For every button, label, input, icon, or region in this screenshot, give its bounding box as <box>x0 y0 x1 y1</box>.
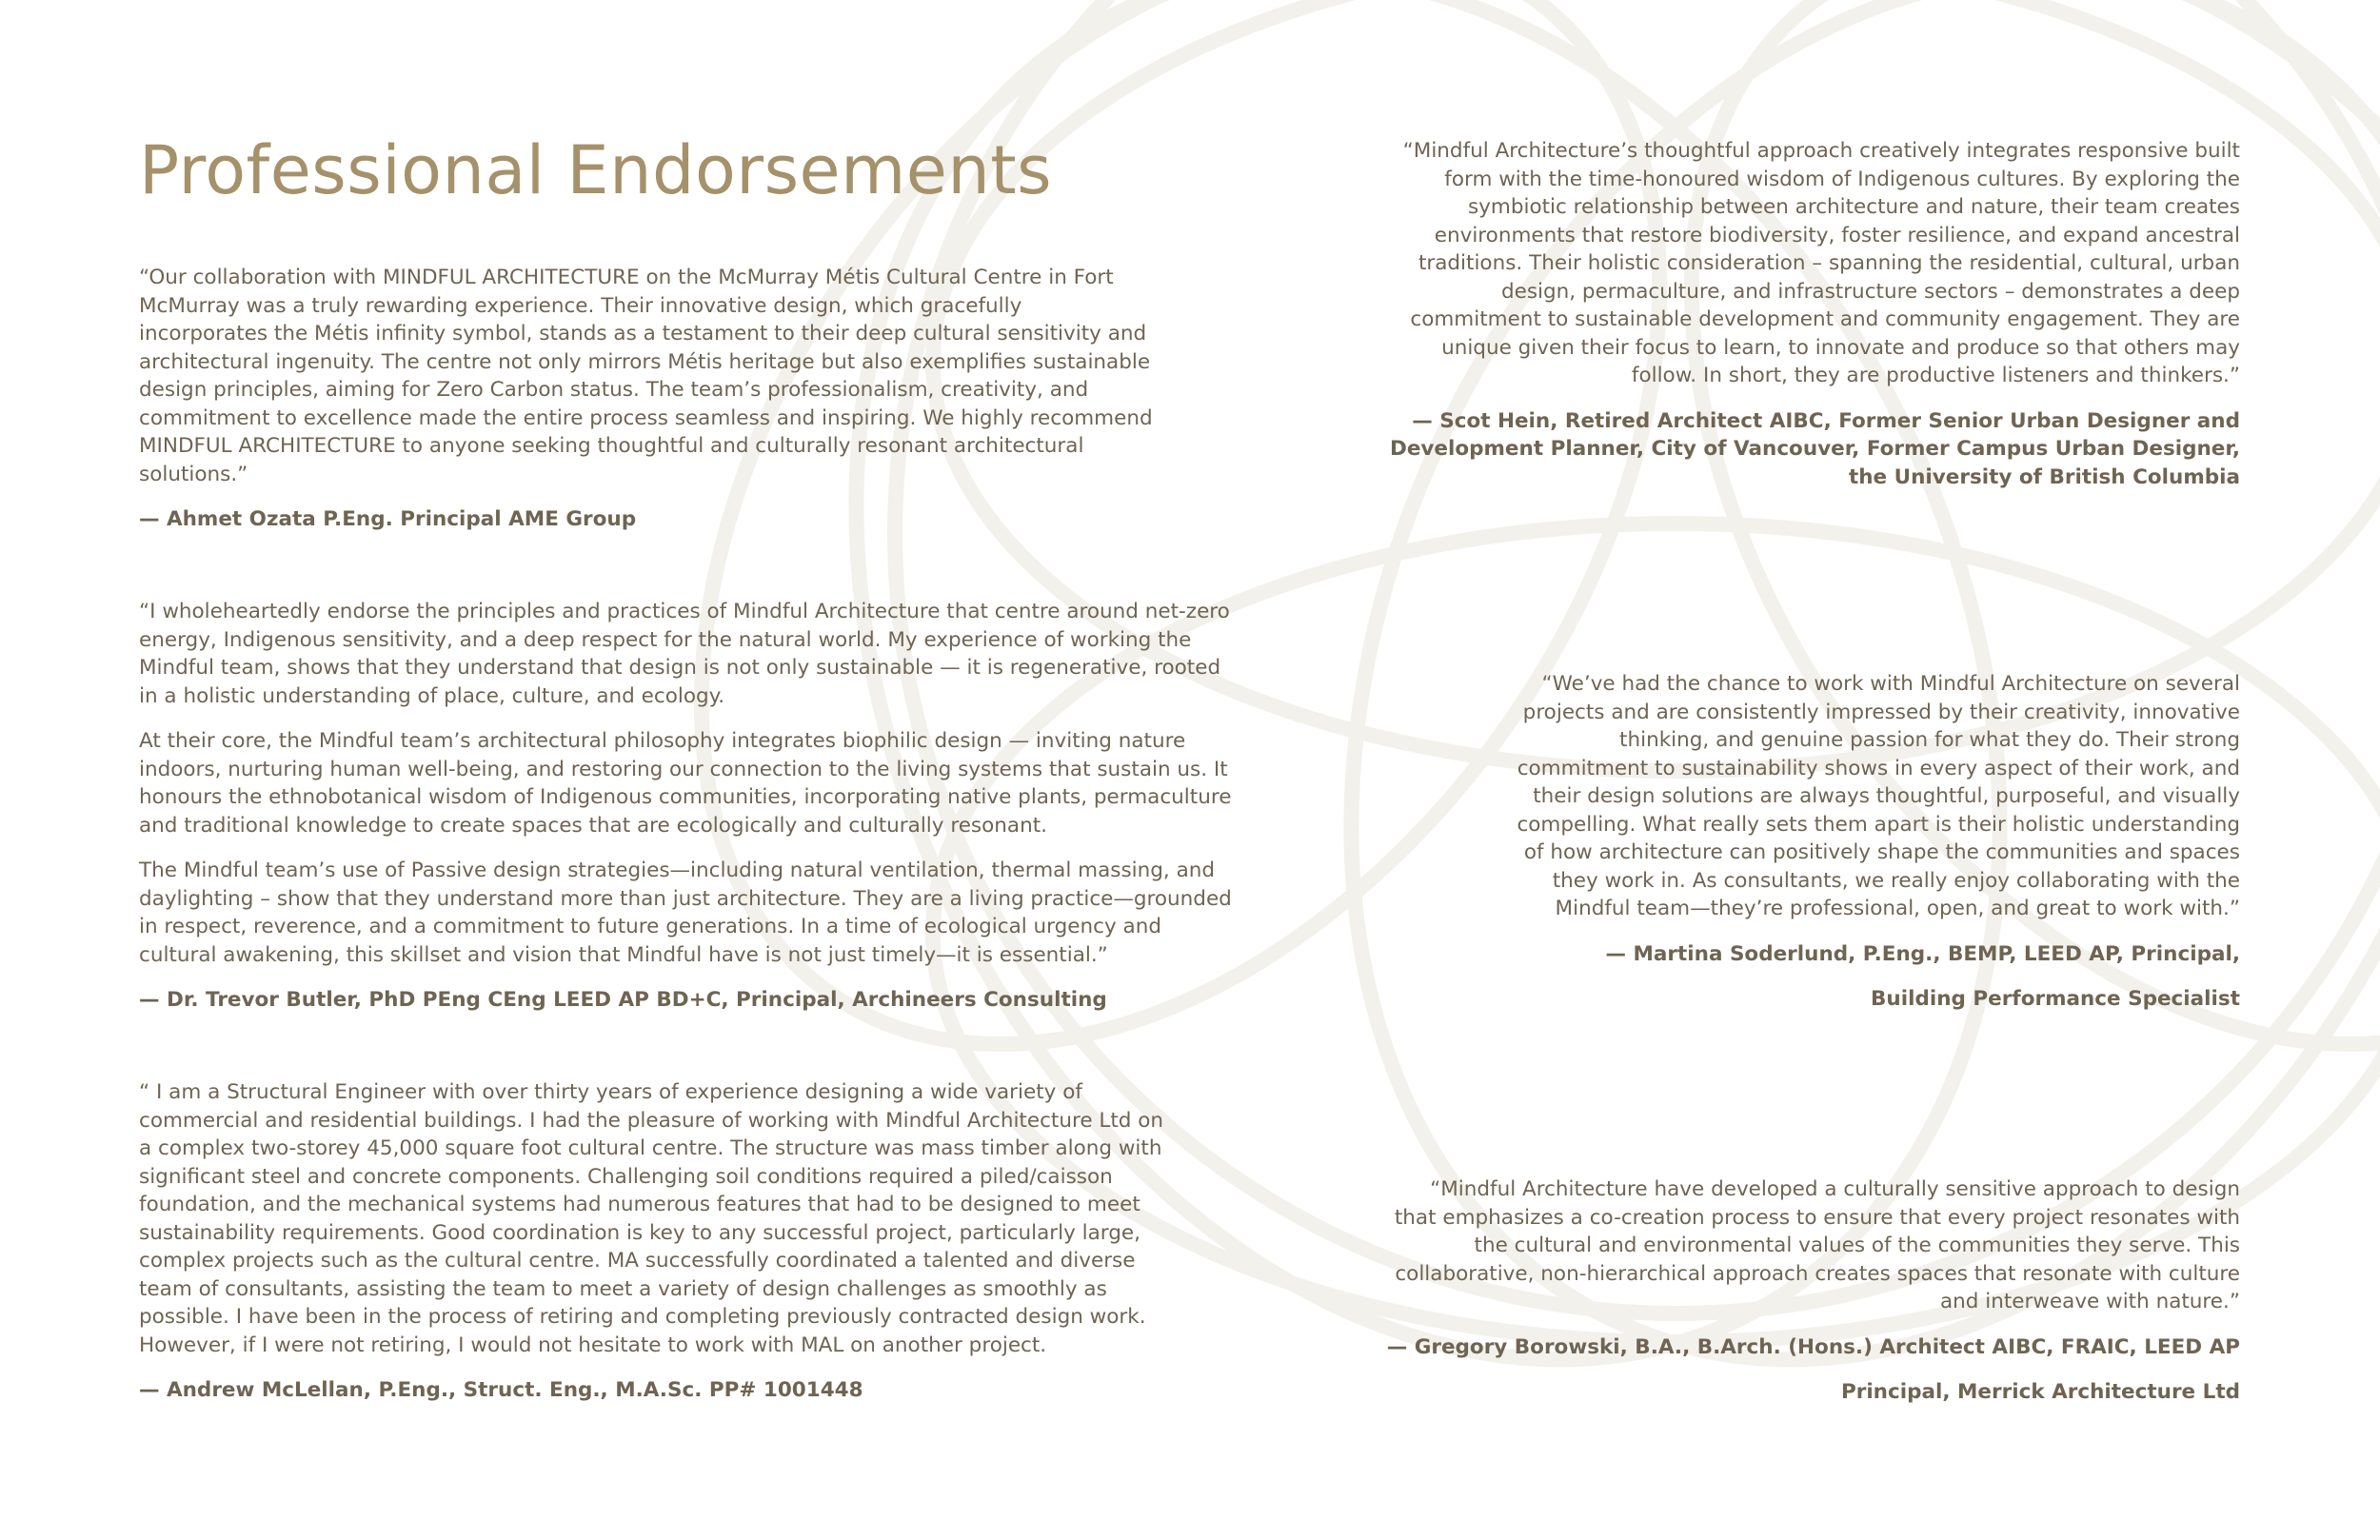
endorsement-attribution: — Ahmet Ozata P.Eng. Principal AME Group <box>139 507 637 531</box>
endorsement-attribution: — Andrew McLellan, P.Eng., Struct. Eng., M.A.Sc. PP# 1001448 <box>139 1378 863 1402</box>
endorsement-quote: “We’ve had the chance to work with Mindful Architecture on several projects and are consistently impressed by their creativity, innovative thinking, and genuine passion for what they do. Their strong commitment to sustainability shows in every aspect of their work, and their design solutions are always thoughtful, purposeful, and visually compelling. What really sets them apart is their holistic understanding of how architecture can positively shape the communities and spaces they work in. As consultants, we really enjoy collaborating with the Mindful team—they’re professional, open, and great to work with.” <box>1517 672 2240 920</box>
endorsement-ozata <box>139 264 1153 534</box>
endorsement-quote: “Mindful Architecture’s thoughtful approach creatively integrates responsive built form with the time-honoured wisdom of Indigenous cultures. By exploring the symbiotic relationship between architecture and nature, their team creates environments that restore biodiversity, foster resilience, and expand ancestral traditions. Their holistic consideration – spanning the residential, cultural, urban design, permaculture, and infrastructure sectors – demonstrates a deep commitment to sustainable development and community engagement. They are unique given their focus to learn, to innovate and produce so that others may follow. In short, they are productive listeners and thinkers.” <box>1402 139 2240 387</box>
endorsement-paragraph: The Mindful team’s use of Passive design strategies—including natural ventilation, thermal massing, and daylighting – show that they understand more than just architecture. They are a living practice—grounded in respect, reverence, and a commitment to future generations. In a time of ecological urgency and cultural awakening, this skillset and vision that Mindful have is not just timely—it is essential.” <box>139 859 1232 967</box>
endorsement-paragraph: “I wholeheartedly endorse the principles and practices of Mindful Architecture that centre around net-zero energy, Indigenous sensitivity, and a deep respect for the natural world. My experience of working the Mindful team, shows that they understand that design is not only sustainable — it is regenerative, rooted in a holistic understanding of place, culture, and ecology. <box>139 600 1230 708</box>
endorsement-attribution-role: Principal, Merrick Architecture Ltd <box>1840 1380 2240 1404</box>
endorsement-attribution: — Gregory Borowski, B.A., B.Arch. (Hons.) Architect AIBC, FRAIC, LEED AP <box>1386 1334 2240 1359</box>
endorsement-borowski <box>1383 1175 2240 1407</box>
endorsement-quote: “ I am a Structural Engineer with over thirty years of experience designing a wide variety of commercial and residential buildings. I had the pleasure of working with Mindful Architecture Ltd on a complex two-storey 45,000 square foot cultural centre. The structure was mass timber along with significant steel and concrete components. Challenging soil conditions required a piled/caisson foundation, and the mechanical systems had numerous features that had to be designed to meet sustainability requirements. Good coordination is key to any successful project, particularly large, complex projects such as the cultural centre. MA successfully coordinated a talented and diverse team of consultants, assisting the team to meet a variety of design challenges as smoothly as possible. I have been in the process of retiring and completing previously contracted design work. However, if I were not retiring, I would not hesitate to work with MAL on another project. <box>139 1080 1164 1357</box>
endorsement-hein <box>1378 137 2240 491</box>
endorsement-butler <box>139 598 1241 1015</box>
endorsement-quote: “Our collaboration with MINDFUL ARCHITECTURE on the McMurray Métis Cultural Centre in Fort McMurray was a truly rewarding experience. Their innovative design, which gracefully incorporates the Métis infinity symbol, stands as a testament to their deep cultural sensitivity and architectural ingenuity. The centre not only mirrors Métis heritage but also exemplifies sustainable design principles, aiming for Zero Carbon status. The team’s professionalism, creativity, and commitment to excellence made the entire process seamless and inspiring. We highly recommend MINDFUL ARCHITECTURE to anyone seeking thoughtful and culturally resonant architectural solutions.” <box>139 266 1153 486</box>
endorsement-attribution: — Dr. Trevor Butler, PhD PEng CEng LEED AP BD+C, Principal, Archineers Consulting <box>139 988 1107 1012</box>
endorsement-attribution: — Martina Soderlund, P.Eng., BEMP, LEED AP, Principal, <box>1605 941 2240 966</box>
endorsement-quote: “Mindful Architecture have developed a culturally sensitive approach to design that emphasizes a co-creation process to ensure that every project resonates with the cultural and environmental values of the communities they serve. This collaborative, non-hierarchical approach creates spaces that resonate with culture and interweave with nature.” <box>1394 1177 2240 1313</box>
endorsement-soderlund <box>1502 670 2240 1014</box>
endorsement-paragraph: At their core, the Mindful team’s architectural philosophy integrates biophilic design — inviting nature indoors, nurturing human well-being, and restoring our connection to the living systems that sustain us. It honours the ethnobotanical wisdom of Indigenous communities, incorporating native plants, permaculture and traditional knowledge to create spaces that are ecologically and culturally resonant. <box>139 729 1232 838</box>
page-title: Professional Endorsements <box>139 131 1053 209</box>
endorsement-mclellan <box>139 1078 1167 1405</box>
endorsement-attribution-role: Building Performance Specialist <box>1871 987 2240 1011</box>
endorsement-attribution: — Scot Hein, Retired Architect AIBC, Former Senior Urban Designer and Development Planner, City of Vancouver, Former Campus Urban Designer, the University of British Columbia <box>1389 408 2240 489</box>
